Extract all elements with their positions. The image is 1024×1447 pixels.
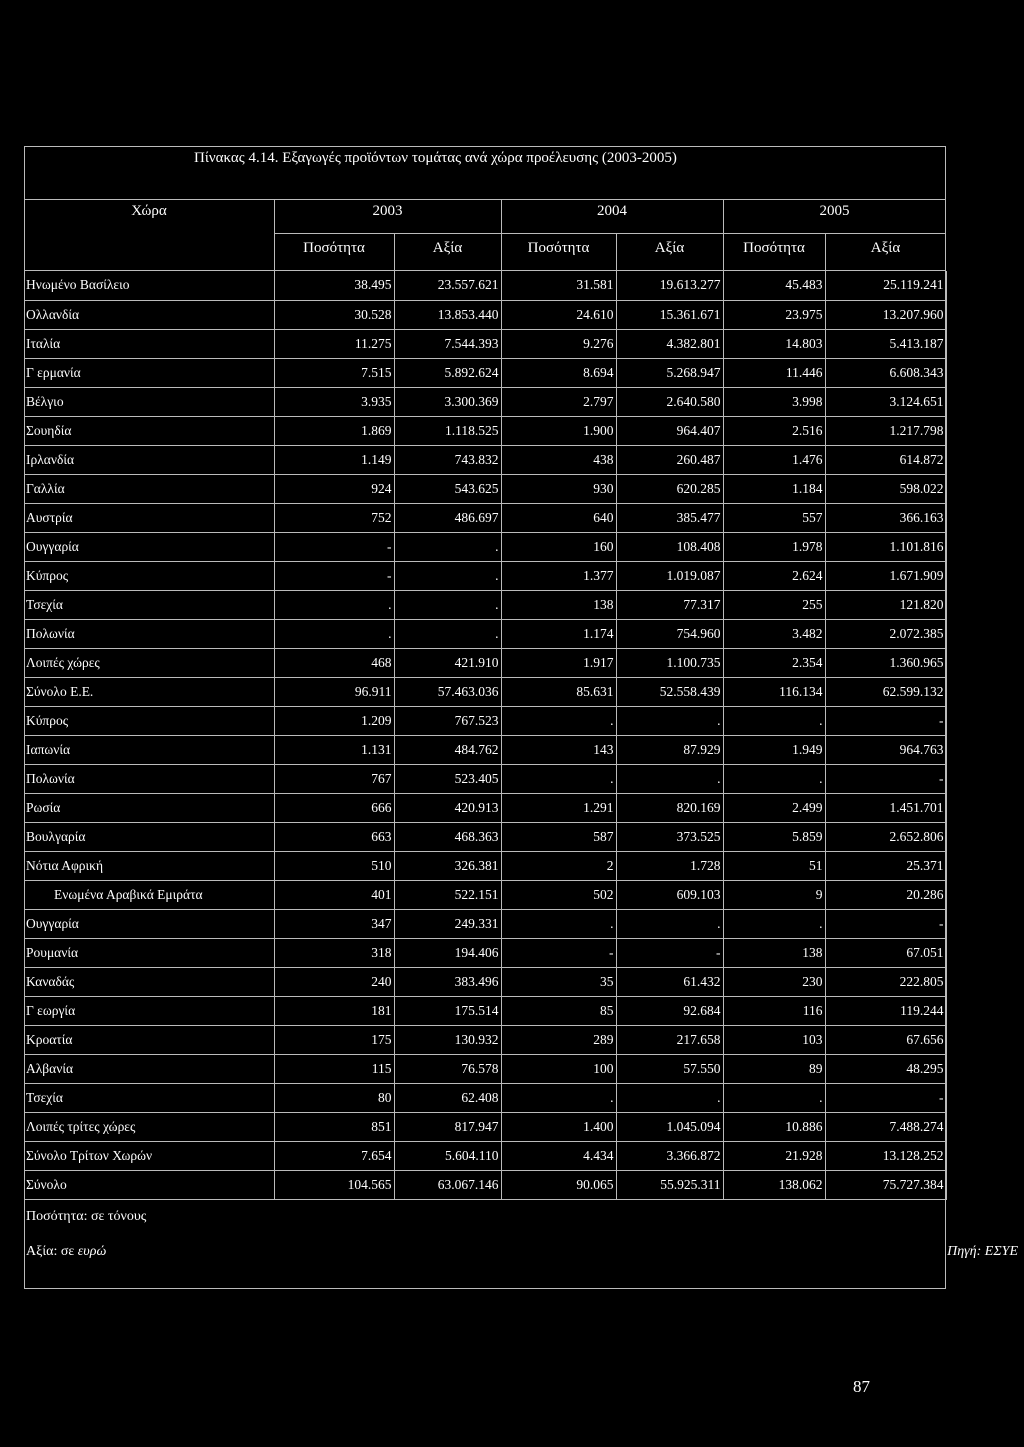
source-note: Πηγή: ΕΣΥΕ	[947, 1244, 1018, 1259]
country-cell: Σύνολο Τρίτων Χωρών	[24, 1141, 274, 1170]
value-cell: 2.652.806	[825, 822, 946, 851]
value-cell: .	[501, 909, 616, 938]
value-cell: .	[394, 532, 501, 561]
value-cell: 5.892.624	[394, 358, 501, 387]
value-cell: .	[394, 561, 501, 590]
value-cell: 77.317	[616, 590, 723, 619]
value-cell: 366.163	[825, 503, 946, 532]
value-cell: 484.762	[394, 735, 501, 764]
value-cell: 76.578	[394, 1054, 501, 1083]
value-cell: 23.975	[723, 300, 825, 329]
country-cell: Γαλλία	[24, 474, 274, 503]
value-cell: 598.022	[825, 474, 946, 503]
country-cell: Ενωμένα Αραβικά Εμιράτα	[24, 880, 274, 909]
value-cell: 1.100.735	[616, 648, 723, 677]
value-cell: 20.286	[825, 880, 946, 909]
value-cell: 318	[274, 938, 394, 967]
value-cell: 557	[723, 503, 825, 532]
value-cell: 15.361.671	[616, 300, 723, 329]
header-value: Αξία	[870, 240, 901, 256]
table-row	[24, 909, 946, 938]
value-cell: 240	[274, 967, 394, 996]
country-cell: Αυστρία	[24, 503, 274, 532]
value-cell: 924	[274, 474, 394, 503]
value-cell: 1.949	[723, 735, 825, 764]
country-cell: Γ εωργία	[24, 996, 274, 1025]
value-cell: 30.528	[274, 300, 394, 329]
table-body	[24, 271, 946, 1199]
table-row	[24, 735, 946, 764]
value-cell: 851	[274, 1112, 394, 1141]
country-cell: Ολλανδία	[24, 300, 274, 329]
value-cell: 63.067.146	[394, 1170, 501, 1199]
country-cell: Ιταλία	[24, 329, 274, 358]
table-row	[24, 416, 946, 445]
value-cell: 1.728	[616, 851, 723, 880]
value-cell: .	[616, 909, 723, 938]
value-cell: .	[616, 764, 723, 793]
value-cell: 7.515	[274, 358, 394, 387]
value-cell: .	[723, 1083, 825, 1112]
country-cell: Κροατία	[24, 1025, 274, 1054]
value-cell: 3.366.872	[616, 1141, 723, 1170]
value-cell: 21.928	[723, 1141, 825, 1170]
value-cell: 89	[723, 1054, 825, 1083]
value-cell: 522.151	[394, 880, 501, 909]
value-cell: 1.131	[274, 735, 394, 764]
value-cell: 502	[501, 880, 616, 909]
value-cell: 421.910	[394, 648, 501, 677]
value-cell: .	[394, 590, 501, 619]
value-cell: 1.118.525	[394, 416, 501, 445]
value-cell: 383.496	[394, 967, 501, 996]
country-cell: Λοιπές τρίτες χώρες	[24, 1112, 274, 1141]
country-cell: Ηνωμένο Βασίλειο	[24, 271, 274, 300]
value-cell: .	[501, 764, 616, 793]
value-cell: 3.998	[723, 387, 825, 416]
value-cell: 67.051	[825, 938, 946, 967]
value-cell: 620.285	[616, 474, 723, 503]
value-cell: 57.463.036	[394, 677, 501, 706]
value-cell: 116.134	[723, 677, 825, 706]
table-row	[24, 996, 946, 1025]
value-cell: 217.658	[616, 1025, 723, 1054]
value-cell: 175.514	[394, 996, 501, 1025]
value-cell: 87.929	[616, 735, 723, 764]
value-cell: 2.354	[723, 648, 825, 677]
value-cell: 663	[274, 822, 394, 851]
table-row	[24, 358, 946, 387]
country-cell: Λοιπές χώρες	[24, 648, 274, 677]
note-value-unit	[26, 1244, 106, 1260]
country-cell: Σύνολο	[24, 1170, 274, 1199]
value-cell: 2.516	[723, 416, 825, 445]
header-value: Αξία	[432, 240, 463, 256]
value-cell: 51	[723, 851, 825, 880]
value-cell: 181	[274, 996, 394, 1025]
value-cell: 1.917	[501, 648, 616, 677]
table-row	[24, 851, 946, 880]
value-cell: 7.654	[274, 1141, 394, 1170]
value-cell: 19.613.277	[616, 271, 723, 300]
value-cell: 90.065	[501, 1170, 616, 1199]
value-cell: 249.331	[394, 909, 501, 938]
value-cell: 222.805	[825, 967, 946, 996]
value-cell: 52.558.439	[616, 677, 723, 706]
table-row	[24, 1170, 946, 1199]
value-cell: 767.523	[394, 706, 501, 735]
value-cell: 13.128.252	[825, 1141, 946, 1170]
value-cell: 5.268.947	[616, 358, 723, 387]
value-cell: -	[616, 938, 723, 967]
value-cell: 754.960	[616, 619, 723, 648]
country-cell: Βέλγιο	[24, 387, 274, 416]
table-row	[24, 271, 946, 300]
value-cell: 930	[501, 474, 616, 503]
value-cell: 115	[274, 1054, 394, 1083]
value-cell: 1.019.087	[616, 561, 723, 590]
value-cell: 14.803	[723, 329, 825, 358]
value-cell: 468	[274, 648, 394, 677]
value-cell: 55.925.311	[616, 1170, 723, 1199]
country-cell: Καναδάς	[24, 967, 274, 996]
table-row	[24, 677, 946, 706]
value-cell: 8.694	[501, 358, 616, 387]
table-row	[24, 1025, 946, 1054]
value-cell: 1.101.816	[825, 532, 946, 561]
value-cell: 31.581	[501, 271, 616, 300]
value-cell: 104.565	[274, 1170, 394, 1199]
value-cell: 3.482	[723, 619, 825, 648]
value-cell: 3.300.369	[394, 387, 501, 416]
value-cell: 420.913	[394, 793, 501, 822]
table-row	[24, 445, 946, 474]
country-cell: Σουηδία	[24, 416, 274, 445]
value-cell: 2.797	[501, 387, 616, 416]
value-cell: -	[501, 938, 616, 967]
value-cell: 62.599.132	[825, 677, 946, 706]
header-value: Αξία	[654, 240, 685, 256]
value-cell: 820.169	[616, 793, 723, 822]
value-cell: 1.451.701	[825, 793, 946, 822]
country-cell: Αλβανία	[24, 1054, 274, 1083]
country-cell: Ιαπωνία	[24, 735, 274, 764]
value-cell: .	[501, 1083, 616, 1112]
value-cell: 3.124.651	[825, 387, 946, 416]
table-row	[24, 648, 946, 677]
value-cell: 138.062	[723, 1170, 825, 1199]
value-cell: -	[274, 561, 394, 590]
table-row	[24, 822, 946, 851]
value-cell: 4.382.801	[616, 329, 723, 358]
value-cell: 5.859	[723, 822, 825, 851]
value-cell: 6.608.343	[825, 358, 946, 387]
value-cell: 609.103	[616, 880, 723, 909]
value-cell: -	[825, 764, 946, 793]
value-cell: 103	[723, 1025, 825, 1054]
value-cell: 24.610	[501, 300, 616, 329]
value-cell: .	[274, 590, 394, 619]
value-cell: .	[616, 1083, 723, 1112]
value-cell: 35	[501, 967, 616, 996]
value-cell: 48.295	[825, 1054, 946, 1083]
value-cell: 5.413.187	[825, 329, 946, 358]
value-cell: 25.119.241	[825, 271, 946, 300]
value-cell: 385.477	[616, 503, 723, 532]
value-cell: -	[825, 1083, 946, 1112]
value-cell: 255	[723, 590, 825, 619]
header-top-rule	[24, 199, 946, 200]
value-cell: 119.244	[825, 996, 946, 1025]
value-cell: 5.604.110	[394, 1141, 501, 1170]
table-row	[24, 532, 946, 561]
note-value-prefix: Αξία: σε	[26, 1244, 78, 1259]
value-cell: 25.371	[825, 851, 946, 880]
value-cell: .	[723, 706, 825, 735]
value-cell: -	[274, 532, 394, 561]
value-cell: -	[825, 706, 946, 735]
data-table	[24, 271, 947, 1200]
value-cell: 543.625	[394, 474, 501, 503]
page-number: 87	[853, 1377, 870, 1396]
value-cell: 3.935	[274, 387, 394, 416]
value-cell: .	[723, 909, 825, 938]
value-cell: 57.550	[616, 1054, 723, 1083]
table-row	[24, 880, 946, 909]
value-cell: 130.932	[394, 1025, 501, 1054]
value-cell: 817.947	[394, 1112, 501, 1141]
table-row	[24, 967, 946, 996]
table-row	[24, 793, 946, 822]
value-cell: 85	[501, 996, 616, 1025]
value-cell: .	[616, 706, 723, 735]
value-cell: 1.045.094	[616, 1112, 723, 1141]
country-cell: Τσεχία	[24, 1083, 274, 1112]
value-cell: 1.978	[723, 532, 825, 561]
value-cell: 9.276	[501, 329, 616, 358]
header-quantity: Ποσότητα	[303, 240, 365, 256]
value-cell: 143	[501, 735, 616, 764]
note-value-currency: ευρώ	[77, 1244, 107, 1259]
value-cell: 7.544.393	[394, 329, 501, 358]
header-year-2003: 2003	[372, 203, 403, 219]
country-cell: Πολωνία	[24, 764, 274, 793]
value-cell: 401	[274, 880, 394, 909]
country-cell: Ουγγαρία	[24, 532, 274, 561]
value-cell: 1.900	[501, 416, 616, 445]
value-cell: 23.557.621	[394, 271, 501, 300]
value-cell: 964.407	[616, 416, 723, 445]
country-cell: Γ ερμανία	[24, 358, 274, 387]
value-cell: 45.483	[723, 271, 825, 300]
value-cell: 1.291	[501, 793, 616, 822]
value-cell: 373.525	[616, 822, 723, 851]
table-row	[24, 329, 946, 358]
value-cell: 640	[501, 503, 616, 532]
country-cell: Σύνολο Ε.Ε.	[24, 677, 274, 706]
country-cell: Πολωνία	[24, 619, 274, 648]
country-cell: Βουλγαρία	[24, 822, 274, 851]
value-cell: 767	[274, 764, 394, 793]
table-row	[24, 590, 946, 619]
country-cell: Ιρλανδία	[24, 445, 274, 474]
value-cell: 1.209	[274, 706, 394, 735]
value-cell: 175	[274, 1025, 394, 1054]
value-cell: 38.495	[274, 271, 394, 300]
value-cell: 4.434	[501, 1141, 616, 1170]
value-cell: 96.911	[274, 677, 394, 706]
value-cell: 614.872	[825, 445, 946, 474]
value-cell: 752	[274, 503, 394, 532]
value-cell: 75.727.384	[825, 1170, 946, 1199]
table-row	[24, 474, 946, 503]
table-row	[24, 938, 946, 967]
table-row	[24, 706, 946, 735]
value-cell: 230	[723, 967, 825, 996]
value-cell: 1.149	[274, 445, 394, 474]
table-row	[24, 561, 946, 590]
value-cell: 326.381	[394, 851, 501, 880]
value-cell: 1.400	[501, 1112, 616, 1141]
table-row	[24, 1141, 946, 1170]
value-cell: 10.886	[723, 1112, 825, 1141]
value-cell: 260.487	[616, 445, 723, 474]
table-row	[24, 503, 946, 532]
value-cell: 347	[274, 909, 394, 938]
country-cell: Τσεχία	[24, 590, 274, 619]
value-cell: 468.363	[394, 822, 501, 851]
value-cell: 486.697	[394, 503, 501, 532]
value-cell: 7.488.274	[825, 1112, 946, 1141]
value-cell: 438	[501, 445, 616, 474]
value-cell: 62.408	[394, 1083, 501, 1112]
note-quantity-unit: Ποσότητα: σε τόνους	[26, 1209, 147, 1224]
value-cell: 13.207.960	[825, 300, 946, 329]
country-cell: Ρουμανία	[24, 938, 274, 967]
country-cell: Κύπρος	[24, 561, 274, 590]
value-cell: 666	[274, 793, 394, 822]
value-cell: 9	[723, 880, 825, 909]
header-quantity: Ποσότητα	[743, 240, 805, 256]
value-cell: 100	[501, 1054, 616, 1083]
value-cell: .	[274, 619, 394, 648]
value-cell: 116	[723, 996, 825, 1025]
header-year-2005: 2005	[819, 203, 850, 219]
value-cell: 92.684	[616, 996, 723, 1025]
value-cell: 2.624	[723, 561, 825, 590]
country-cell: Ρωσία	[24, 793, 274, 822]
table-row	[24, 300, 946, 329]
header-year-2004: 2004	[597, 203, 627, 219]
table-row	[24, 764, 946, 793]
value-cell: 289	[501, 1025, 616, 1054]
value-cell: 160	[501, 532, 616, 561]
value-cell: 61.432	[616, 967, 723, 996]
value-cell: 2.640.580	[616, 387, 723, 416]
value-cell: .	[394, 619, 501, 648]
value-cell: 743.832	[394, 445, 501, 474]
value-cell: 1.360.965	[825, 648, 946, 677]
value-cell: 11.275	[274, 329, 394, 358]
value-cell: 138	[501, 590, 616, 619]
table-title: Πίνακας 4.14. Εξαγωγές προϊόντων τομάτας ανά χώρα προέλευσης (2003-2005)	[194, 150, 677, 166]
value-cell: 2	[501, 851, 616, 880]
value-cell: 13.853.440	[394, 300, 501, 329]
header-mid-rule	[274, 233, 946, 234]
value-cell: 1.671.909	[825, 561, 946, 590]
value-cell: 1.174	[501, 619, 616, 648]
header-country: Χώρα	[131, 203, 167, 219]
table-row	[24, 1054, 946, 1083]
table-row	[24, 1083, 946, 1112]
table-row	[24, 387, 946, 416]
value-cell: 108.408	[616, 532, 723, 561]
value-cell: 67.656	[825, 1025, 946, 1054]
country-cell: Νότια Αφρική	[24, 851, 274, 880]
value-cell: 1.869	[274, 416, 394, 445]
value-cell: 1.377	[501, 561, 616, 590]
value-cell: 964.763	[825, 735, 946, 764]
value-cell: 2.499	[723, 793, 825, 822]
value-cell: -	[825, 909, 946, 938]
value-cell: 194.406	[394, 938, 501, 967]
value-cell: 121.820	[825, 590, 946, 619]
table-row	[24, 1112, 946, 1141]
value-cell: 11.446	[723, 358, 825, 387]
value-cell: 510	[274, 851, 394, 880]
country-cell: Ουγγαρία	[24, 909, 274, 938]
table-row	[24, 619, 946, 648]
value-cell: 138	[723, 938, 825, 967]
value-cell: 2.072.385	[825, 619, 946, 648]
value-cell: 80	[274, 1083, 394, 1112]
value-cell: 1.217.798	[825, 416, 946, 445]
value-cell: 85.631	[501, 677, 616, 706]
value-cell: .	[723, 764, 825, 793]
value-cell: .	[501, 706, 616, 735]
value-cell: 523.405	[394, 764, 501, 793]
country-cell: Κύπρος	[24, 706, 274, 735]
value-cell: 1.476	[723, 445, 825, 474]
value-cell: 1.184	[723, 474, 825, 503]
value-cell: 587	[501, 822, 616, 851]
header-quantity: Ποσότητα	[527, 240, 590, 256]
